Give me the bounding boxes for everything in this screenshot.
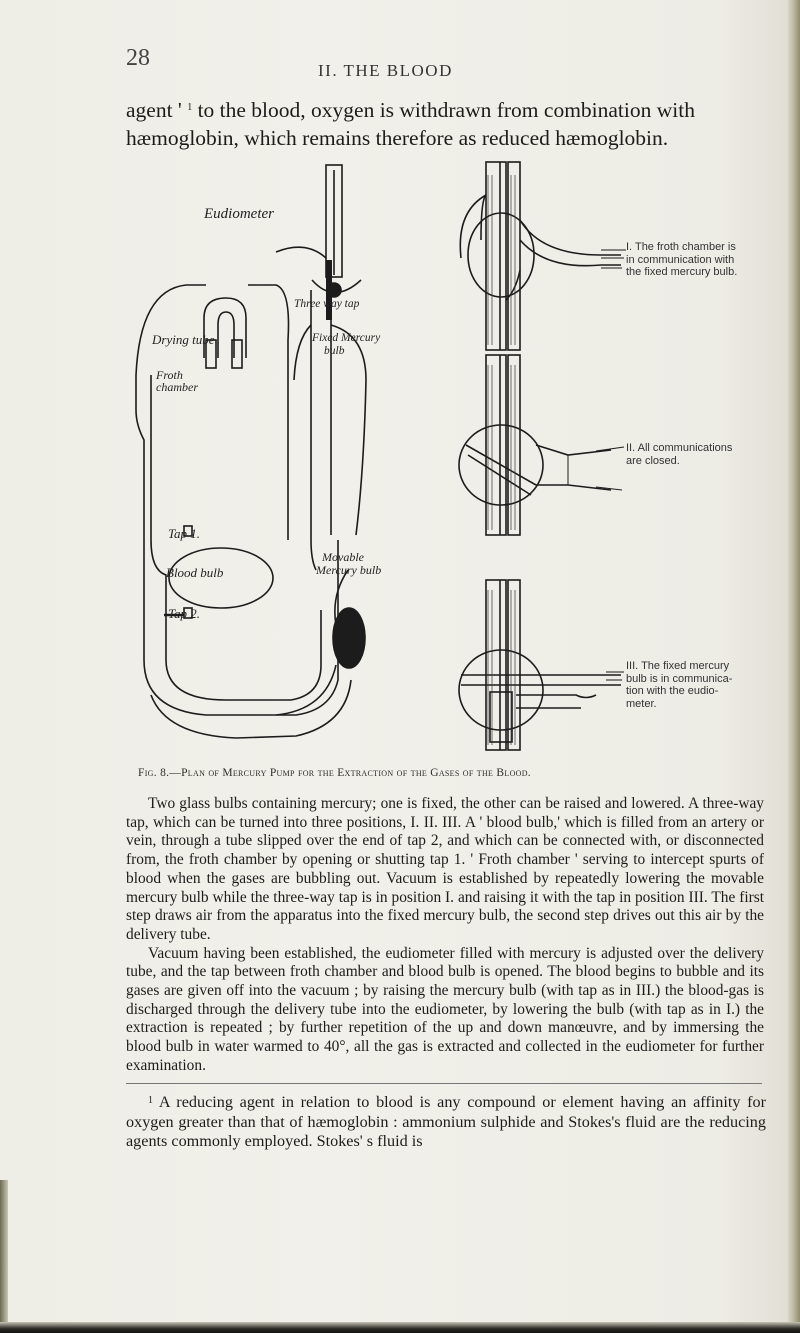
- figure-mercury-pump: [126, 140, 790, 760]
- running-head: II. THE BLOOD: [318, 61, 453, 80]
- paragraph-1: Two glass bulbs containing mercury; one is fixed, the other can be raised and lowered. A three-way tap, which can be turned into three positions, I. II. III. A ' blood bulb,' which is filled from an artery or vein, through a tube slipped over the end of tap 2, and which can be connected with, or disconnected from, the froth chamber by opening or shutting tap 1. ' Froth chamber ' serving to intercept spurts of blood when the gases are bubbling out. Vacuum is established by repeatedly lowering the movable mercury bulb while the three-way tap is in position I. and raising it with the tap in position III. The first step draws air from the apparatus into the fixed mercury bulb, the second step drives out this air by the delivery tube.: [126, 795, 764, 943]
- note-position-3: III. The fixed mercury bulb is in communica- tion with the eudio- meter.: [626, 660, 733, 710]
- note-position-2: II. All communications are closed.: [626, 442, 733, 467]
- page-edge-left: [0, 1180, 8, 1333]
- intro-paragraph: agent ' $^1$ to the blood, oxygen is withdrawn from combination with hæmoglobin, which remains therefore as reduced hæmoglobin.: [126, 98, 695, 150]
- page-bottom-edge: [0, 1322, 800, 1333]
- label-blood-bulb: Blood bulb: [166, 565, 224, 580]
- label-movable-mercury-bulb-line1: Movable: [322, 550, 364, 564]
- label-tap-1: Tap 1.: [168, 526, 201, 541]
- figure-caption: Fig. 8.—Plan of Mercury Pump for the Extraction of the Gases of the Blood.: [138, 767, 531, 779]
- footnote-ref: 1: [187, 102, 193, 113]
- paragraph-2: Vacuum having been established, the eudiometer filled with mercury is adjusted over the delivery tube, and the tap between froth chamber and blood bulb is opened. The blood begins to bubble and its gases are given off into the vacuum ; by raising the mercury bulb (with tap as in III.) the blood-gas is discharged through the delivery tube into the eudiometer, by lowering the bulb (with tap as in I.) the extraction is repeated ; by further repetition of the up and down manœuvre, and by immersing the blood bulb in water warmed to 40°, all the gas is extracted and collected in the eudiometer for further examination.: [126, 944, 764, 1074]
- page-number: 28: [126, 45, 150, 71]
- label-froth-chamber-line2: chamber: [156, 380, 198, 394]
- footnote-text: $^1$ A reducing agent in relation to blood is any compound or element having an affinity for oxygen greater than that of hæmoglobin : ammonium sulphide and Stokes's fluid are the reducing agents commonly employed. Stokes' s fluid is: [126, 1093, 766, 1150]
- label-eudiometer: Eudiometer: [204, 206, 274, 222]
- label-three-way-tap: Three way tap: [294, 298, 360, 310]
- footnote: [126, 1093, 766, 1152]
- body-text: [126, 795, 764, 1076]
- label-drying-tube: Drying tube: [152, 332, 215, 347]
- label-tap-2: Tap 2.: [168, 606, 201, 621]
- label-fixed-mercury-bulb-line2: bulb: [324, 345, 345, 357]
- label-fixed-mercury-bulb-line1: Fixed Mercury: [312, 332, 381, 344]
- note-position-1: I. The froth chamber is in communication with the fixed mercury bulb.: [626, 241, 738, 278]
- footnote-rule: [126, 1083, 762, 1084]
- label-movable-mercury-bulb-line2: Mercury bulb: [316, 563, 382, 577]
- label-froth-chamber-line1: Froth: [156, 368, 183, 382]
